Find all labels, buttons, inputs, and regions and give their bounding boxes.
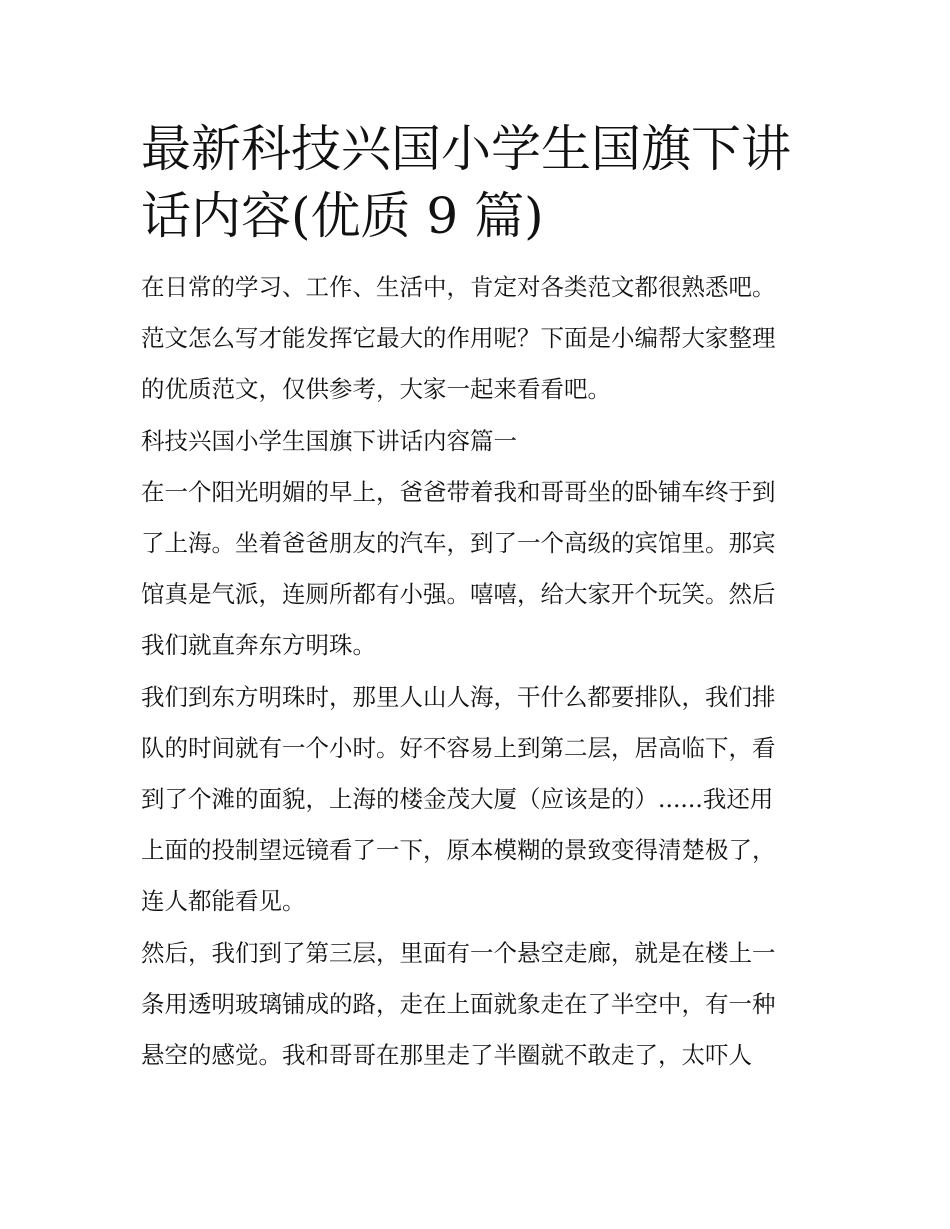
body-paragraph: 我们到东方明珠时，那里人山人海，干什么都要排队，我们排 队的时间就有一个小时。好不容易上到第二层，居高临下，看 到了个滩的面貌，上海的楼金茂大厦（应该是的）......我还用 上面的投制望远镜看了一下，原本模糊的景致变得清楚极了， 连人都能看见。 bbox=[141, 682, 776, 916]
document-body bbox=[141, 116, 821, 1081]
body-paragraph: 然后，我们到了第三层，里面有一个悬空走廊，就是在楼上一 条用透明玻璃铺成的路，走在上面就象走在了半空中，有一种 悬空的感觉。我和哥哥在那里走了半圈就不敢走了，太吓人 bbox=[141, 938, 776, 1070]
body-paragraph: 在一个阳光明媚的早上，爸爸带着我和哥哥坐的卧铺车终于到 了上海。坐着爸爸朋友的汽车，到了一个高级的宾馆里。那宾 馆真是气派，连厕所都有小强。嘻嘻，给大家开个玩笑。然后 我们就直奔东方明珠。 bbox=[141, 477, 776, 660]
document-title: 最新科技兴国小学生国旗下讲 话内容(优质 9 篇) bbox=[141, 120, 791, 245]
intro-paragraph: 在日常的学习、工作、生活中，肯定对各类范文都很熟悉吧。 范文怎么写才能发挥它最大的作用呢？下面是小编帮大家整理 的优质范文，仅供参考，大家一起来看看吧。 bbox=[141, 273, 776, 404]
section-heading: 科技兴国小学生国旗下讲话内容篇一 bbox=[141, 426, 517, 455]
